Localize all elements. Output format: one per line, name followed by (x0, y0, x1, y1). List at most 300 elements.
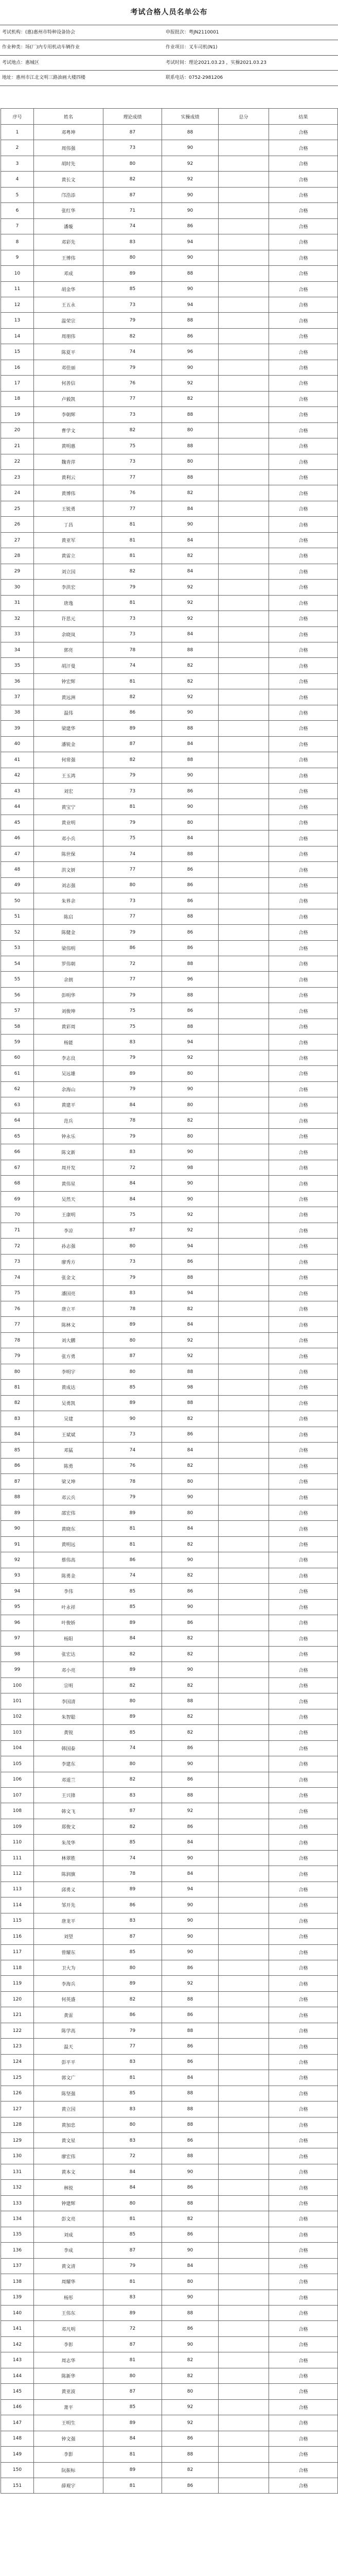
cell-index: 80 (1, 1364, 34, 1379)
cell-theory-score: 87 (103, 2336, 162, 2352)
cell-name: 邱勇义 (34, 1882, 103, 1897)
cell-result: 合格 (269, 1129, 338, 1144)
table-row (1, 454, 338, 469)
cell-practical-score: 90 (162, 1929, 219, 1944)
table-row (1, 2023, 338, 2038)
cell-name: 曹学文 (34, 422, 103, 438)
cell-practical-score: 90 (162, 1756, 219, 1772)
table-row (1, 784, 338, 799)
cell-name: 梁伟明 (34, 940, 103, 956)
table-row (1, 1443, 338, 1458)
cell-total (219, 956, 269, 972)
cell-result: 合格 (269, 2431, 338, 2446)
cell-name: 张方勇 (34, 1348, 103, 1364)
cell-name: 黄本文 (34, 2164, 103, 2179)
cell-total (219, 391, 269, 406)
cell-theory-score: 75 (103, 831, 162, 846)
cell-theory-score: 74 (103, 658, 162, 673)
cell-practical-score: 86 (162, 940, 219, 956)
cell-practical-score: 86 (162, 784, 219, 799)
cell-index: 54 (1, 956, 34, 972)
table-row (1, 328, 338, 344)
table-row (1, 673, 338, 689)
table-row (1, 2086, 338, 2101)
cell-theory-score: 81 (103, 517, 162, 532)
cell-name: 周朋伟 (34, 328, 103, 344)
cell-index: 139 (1, 2290, 34, 2305)
cell-total (219, 1097, 269, 1113)
cell-name: 邓猛 (34, 1443, 103, 1458)
cell-result: 合格 (269, 1772, 338, 1787)
cell-practical-score: 88 (162, 1788, 219, 1803)
cell-practical-score: 90 (162, 1913, 219, 1928)
table-row (1, 1097, 338, 1113)
cell-name: 林锐 (34, 2180, 103, 2195)
table-row (1, 548, 338, 564)
cell-index: 87 (1, 1473, 34, 1489)
cell-practical-score: 88 (162, 438, 219, 454)
cell-theory-score: 74 (103, 1740, 162, 1756)
cell-result: 合格 (269, 1285, 338, 1301)
cell-result: 合格 (269, 1944, 338, 1960)
cell-index: 88 (1, 1489, 34, 1505)
cell-name: 邵宏伟 (34, 1505, 103, 1520)
cell-practical-score: 90 (162, 1191, 219, 1207)
cell-practical-score: 90 (162, 1850, 219, 1866)
cell-result: 合格 (269, 1646, 338, 1662)
cell-name: 陈润旗 (34, 1866, 103, 1882)
table-row (1, 1050, 338, 1065)
cell-total (219, 1631, 269, 1646)
cell-name: 梁建华 (34, 721, 103, 736)
cell-name: 陈世保 (34, 846, 103, 861)
cell-practical-score: 82 (162, 673, 219, 689)
cell-total (219, 1443, 269, 1458)
cell-result: 合格 (269, 893, 338, 909)
cell-practical-score: 86 (162, 1003, 219, 1019)
cell-total (219, 831, 269, 846)
cell-theory-score: 73 (103, 140, 162, 156)
cell-practical-score: 86 (162, 1254, 219, 1269)
cell-name: 周伟强 (34, 140, 103, 156)
cell-practical-score: 84 (162, 1835, 219, 1850)
cell-name: 唐立平 (34, 1301, 103, 1316)
cell-index: 128 (1, 2117, 34, 2132)
cell-result: 合格 (269, 1615, 338, 1631)
cell-total (219, 2352, 269, 2368)
table-row (1, 156, 338, 171)
cell-total (219, 2415, 269, 2431)
cell-name: 韩文飞 (34, 1803, 103, 1819)
cell-result: 合格 (269, 517, 338, 532)
cell-total (219, 893, 269, 909)
cell-theory-score: 79 (103, 1129, 162, 1144)
cell-total (219, 1772, 269, 1787)
time-label: 考试时间： (166, 60, 189, 65)
cell-result: 合格 (269, 2399, 338, 2415)
table-row (1, 1364, 338, 1379)
cell-name: 卫大为 (34, 1960, 103, 1976)
cell-index: 18 (1, 391, 34, 406)
table-row (1, 2399, 338, 2415)
cell-index: 63 (1, 1097, 34, 1113)
cell-theory-score: 85 (103, 1599, 162, 1615)
cell-index: 146 (1, 2399, 34, 2415)
cell-total (219, 1191, 269, 1207)
cell-result: 合格 (269, 1850, 338, 1866)
cell-index: 62 (1, 1081, 34, 1097)
cell-theory-score: 72 (103, 1160, 162, 1175)
cell-index: 124 (1, 2054, 34, 2070)
cell-name: 宗明 (34, 1677, 103, 1693)
cell-total (219, 1913, 269, 1928)
cell-index: 68 (1, 1176, 34, 1191)
cell-index: 129 (1, 2133, 34, 2148)
cell-result: 合格 (269, 1081, 338, 1097)
cell-practical-score: 90 (162, 1489, 219, 1505)
table-row (1, 877, 338, 893)
cell-index: 75 (1, 1285, 34, 1301)
cell-total (219, 1473, 269, 1489)
cell-total (219, 2148, 269, 2164)
cell-total (219, 595, 269, 611)
cell-index: 116 (1, 1929, 34, 1944)
cell-result: 合格 (269, 140, 338, 156)
cell-practical-score: 82 (162, 2352, 219, 2368)
cell-result: 合格 (269, 2352, 338, 2368)
cell-name: 潘璇 (34, 218, 103, 234)
cell-name: 王锐勇 (34, 501, 103, 516)
cell-theory-score: 89 (103, 1709, 162, 1724)
cell-practical-score: 90 (162, 1662, 219, 1677)
cell-practical-score: 88 (162, 469, 219, 485)
table-row (1, 1003, 338, 1019)
cell-total (219, 2399, 269, 2415)
cell-result: 合格 (269, 2368, 338, 2383)
cell-theory-score: 83 (103, 1144, 162, 1160)
cell-result: 合格 (269, 987, 338, 1003)
cell-total (219, 1285, 269, 1301)
cell-practical-score: 80 (162, 1473, 219, 1489)
cell-index: 106 (1, 1772, 34, 1787)
table-row (1, 1584, 338, 1599)
cell-theory-score: 80 (103, 156, 162, 171)
cell-theory-score: 77 (103, 972, 162, 987)
cell-result: 合格 (269, 611, 338, 626)
cell-name: 刘俊坤 (34, 1003, 103, 1019)
cell-name: 黄明远 (34, 1536, 103, 1552)
cell-result: 合格 (269, 1301, 338, 1316)
cell-result: 合格 (269, 2039, 338, 2054)
table-row (1, 1991, 338, 2007)
cell-practical-score: 80 (162, 1505, 219, 1520)
table-row (1, 1568, 338, 1583)
cell-theory-score: 83 (103, 1035, 162, 1050)
cell-theory-score: 79 (103, 360, 162, 375)
cell-index: 111 (1, 1850, 34, 1866)
cell-result: 合格 (269, 1725, 338, 1740)
cell-practical-score: 86 (162, 1584, 219, 1599)
cell-practical-score: 90 (162, 2290, 219, 2305)
cell-index: 40 (1, 736, 34, 752)
place-value: 惠城区 (25, 60, 40, 65)
cell-total (219, 784, 269, 799)
cell-total (219, 1332, 269, 1348)
cell-result: 合格 (269, 548, 338, 564)
cell-practical-score: 86 (162, 1772, 219, 1787)
cell-name: 胡汗曼 (34, 658, 103, 673)
table-row (1, 721, 338, 736)
cell-index: 98 (1, 1646, 34, 1662)
cell-name: 吴建 (34, 1411, 103, 1427)
table-row (1, 281, 338, 297)
cell-theory-score: 82 (103, 1772, 162, 1787)
cell-index: 27 (1, 532, 34, 548)
table-row (1, 2180, 338, 2195)
cell-result: 合格 (269, 1380, 338, 1395)
cell-name: 刘立国 (34, 564, 103, 579)
cell-index: 102 (1, 1709, 34, 1724)
cell-total (219, 2117, 269, 2132)
cell-practical-score: 98 (162, 1380, 219, 1395)
cell-name: 黄锐 (34, 1725, 103, 1740)
cell-total (219, 1035, 269, 1050)
cell-practical-score: 96 (162, 344, 219, 360)
cell-index: 3 (1, 156, 34, 171)
cell-theory-score: 82 (103, 172, 162, 187)
cell-theory-score: 79 (103, 313, 162, 328)
cell-theory-score: 80 (103, 877, 162, 893)
cell-theory-score: 75 (103, 438, 162, 454)
cell-total (219, 1160, 269, 1175)
table-row (1, 1066, 338, 1081)
cell-total (219, 2195, 269, 2211)
cell-practical-score: 90 (162, 1552, 219, 1568)
cell-result: 合格 (269, 799, 338, 815)
cell-total (219, 2336, 269, 2352)
cell-index: 92 (1, 1552, 34, 1568)
table-row (1, 1913, 338, 1928)
cell-name: 温天 (34, 2039, 103, 2054)
cell-theory-score: 72 (103, 2321, 162, 2336)
table-row (1, 1035, 338, 1050)
cell-theory-score: 79 (103, 580, 162, 595)
table-row (1, 2117, 338, 2132)
cell-theory-score: 79 (103, 2023, 162, 2038)
cell-theory-score: 77 (103, 501, 162, 516)
cell-name: 叶俊娇 (34, 1615, 103, 1631)
cell-total (219, 344, 269, 360)
table-row (1, 909, 338, 924)
cell-result: 合格 (269, 1332, 338, 1348)
cell-index: 48 (1, 862, 34, 877)
cell-total (219, 1850, 269, 1866)
table-row (1, 187, 338, 202)
cell-result: 合格 (269, 1568, 338, 1583)
cell-index: 126 (1, 2086, 34, 2101)
cell-name: 许思元 (34, 611, 103, 626)
cell-total (219, 2039, 269, 2054)
cell-index: 84 (1, 1427, 34, 1442)
info-row-place (0, 55, 338, 70)
cell-theory-score: 77 (103, 862, 162, 877)
cell-practical-score: 82 (162, 1631, 219, 1646)
cell-practical-score: 82 (162, 1301, 219, 1316)
cell-practical-score: 88 (162, 2102, 219, 2117)
cell-total (219, 1897, 269, 1913)
cell-result: 合格 (269, 1866, 338, 1882)
cell-total (219, 2102, 269, 2117)
cell-practical-score: 86 (162, 877, 219, 893)
table-row (1, 250, 338, 265)
cell-result: 合格 (269, 1882, 338, 1897)
cell-practical-score: 92 (162, 2399, 219, 2415)
cell-theory-score: 79 (103, 768, 162, 783)
cell-result: 合格 (269, 2070, 338, 2086)
cell-result: 合格 (269, 2054, 338, 2070)
table-row (1, 1521, 338, 1536)
table-row (1, 125, 338, 140)
cell-index: 33 (1, 626, 34, 642)
cell-name: 黄业明 (34, 815, 103, 830)
cell-index: 131 (1, 2164, 34, 2179)
cell-total (219, 1458, 269, 1473)
cell-practical-score: 80 (162, 2384, 219, 2399)
cell-total (219, 1003, 269, 1019)
table-row (1, 1254, 338, 1269)
table-row (1, 831, 338, 846)
cell-theory-score: 76 (103, 376, 162, 391)
table-row (1, 376, 338, 391)
cell-practical-score: 88 (162, 2086, 219, 2101)
table-row (1, 1631, 338, 1646)
cell-theory-score: 85 (103, 1380, 162, 1395)
cell-total (219, 2462, 269, 2478)
cell-name: 陈启 (34, 909, 103, 924)
cell-index: 2 (1, 140, 34, 156)
table-row (1, 1615, 338, 1631)
cell-theory-score: 87 (103, 1929, 162, 1944)
cell-total (219, 2290, 269, 2305)
cell-practical-score: 86 (162, 2180, 219, 2195)
cell-result: 合格 (269, 1991, 338, 2007)
cell-total (219, 768, 269, 783)
cell-theory-score: 73 (103, 784, 162, 799)
cell-practical-score: 84 (162, 1521, 219, 1536)
cell-result: 合格 (269, 218, 338, 234)
cell-practical-score: 84 (162, 1443, 219, 1458)
cell-theory-score: 87 (103, 1803, 162, 1819)
cell-practical-score: 86 (162, 2133, 219, 2148)
cell-theory-score: 81 (103, 799, 162, 815)
table-row (1, 218, 338, 234)
cell-name: 张宏达 (34, 1646, 103, 1662)
table-row (1, 658, 338, 673)
cell-practical-score: 96 (162, 972, 219, 987)
cell-practical-score: 90 (162, 187, 219, 202)
cell-practical-score: 86 (162, 2227, 219, 2242)
cell-total (219, 611, 269, 626)
cell-theory-score: 77 (103, 909, 162, 924)
cell-name: 钟宏辉 (34, 673, 103, 689)
cell-theory-score: 89 (103, 1395, 162, 1411)
cell-result: 合格 (269, 2384, 338, 2399)
cell-result: 合格 (269, 1693, 338, 1709)
cell-theory-score: 83 (103, 2102, 162, 2117)
cell-name: 陈勇金 (34, 1568, 103, 1583)
cell-name: 黄亚军 (34, 532, 103, 548)
cell-result: 合格 (269, 846, 338, 861)
cell-result: 合格 (269, 1427, 338, 1442)
cell-total (219, 877, 269, 893)
table-row (1, 172, 338, 187)
cell-practical-score: 92 (162, 1348, 219, 1364)
table-row (1, 501, 338, 516)
cell-practical-score: 90 (162, 281, 219, 297)
cell-theory-score: 80 (103, 1693, 162, 1709)
table-row (1, 1662, 338, 1677)
cell-total (219, 281, 269, 297)
cell-index: 14 (1, 328, 34, 344)
table-row (1, 1693, 338, 1709)
cell-index: 117 (1, 1944, 34, 1960)
cell-result: 合格 (269, 768, 338, 783)
cell-index: 32 (1, 611, 34, 626)
phone-value: 0752-2981206 (189, 75, 223, 81)
cell-practical-score: 90 (162, 2336, 219, 2352)
institution-value: (惠)惠州市特种设备协会 (25, 30, 76, 35)
cell-theory-score: 87 (103, 125, 162, 140)
cell-practical-score: 94 (162, 297, 219, 312)
cell-total (219, 1144, 269, 1160)
table-row (1, 1270, 338, 1285)
table-row (1, 266, 338, 281)
table-row (1, 1317, 338, 1332)
header-total: 总分 (219, 109, 269, 125)
table-row (1, 1803, 338, 1819)
cell-practical-score: 90 (162, 203, 219, 218)
cell-practical-score: 84 (162, 501, 219, 516)
cell-name: 杨阳 (34, 1631, 103, 1646)
cell-name: 周耀华 (34, 2274, 103, 2290)
cell-name: 郑俊文 (34, 1819, 103, 1834)
cell-total (219, 862, 269, 877)
cell-practical-score: 82 (162, 1646, 219, 1662)
info-row-institution (0, 25, 338, 40)
cell-result: 合格 (269, 501, 338, 516)
table-row (1, 626, 338, 642)
cell-practical-score: 90 (162, 2243, 219, 2258)
cell-total (219, 360, 269, 375)
cell-practical-score: 86 (162, 2054, 219, 2070)
cell-practical-score: 88 (162, 2195, 219, 2211)
cell-total (219, 422, 269, 438)
cell-index: 78 (1, 1332, 34, 1348)
cell-name: 周志华 (34, 2352, 103, 2368)
cell-result: 合格 (269, 1019, 338, 1034)
cell-total (219, 1348, 269, 1364)
cell-theory-score: 80 (103, 2117, 162, 2132)
cell-index: 57 (1, 1003, 34, 1019)
cell-practical-score: 90 (162, 2164, 219, 2179)
cell-total (219, 1960, 269, 1976)
cell-name: 陈林文 (34, 1317, 103, 1332)
cell-name: 何英盛 (34, 1991, 103, 2007)
cell-name: 黄雷立 (34, 548, 103, 564)
cell-name: 刘成 (34, 2227, 103, 2242)
cell-total (219, 376, 269, 391)
cell-index: 122 (1, 2023, 34, 2038)
